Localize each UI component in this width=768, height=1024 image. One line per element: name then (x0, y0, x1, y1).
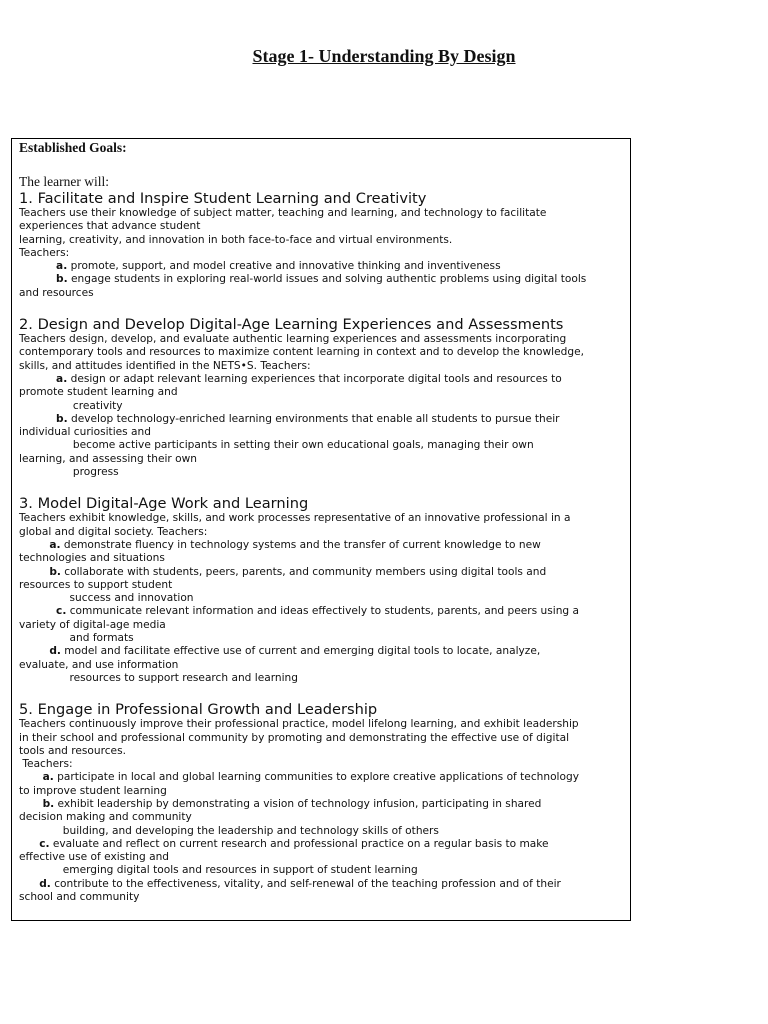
body-text-line: to improve student learning (19, 784, 167, 797)
list-item (19, 413, 622, 426)
list-indent (19, 878, 39, 890)
section-title: 3. Model Digital-Age Work and Learning (19, 495, 309, 513)
body-text-line: progress (19, 466, 119, 479)
body-text-line: become active participants in setting their own educational goals, managing their own (19, 439, 534, 452)
list-indent (19, 838, 39, 850)
list-item (19, 645, 622, 658)
body-text-line: Teachers continuously improve their professional practice, model lifelong learning, and exhibit leadership (19, 718, 579, 731)
learner-will-line: The learner will: (19, 174, 109, 189)
list-item (19, 273, 622, 286)
list-indent (19, 539, 49, 551)
section-title: 1. Facilitate and Inspire Student Learning and Creativity (19, 190, 427, 207)
list-indent (19, 373, 56, 385)
list-item-text: develop technology-enriched learning environments that enable all students to pursue their (67, 412, 560, 425)
list-marker: d. (39, 877, 51, 890)
body-text-line: contemporary tools and resources to maximize content learning in context and to develop the knowledge, (19, 346, 584, 359)
goal-section (19, 495, 622, 685)
section-title: 2. Design and Develop Digital-Age Learning Experiences and Assessments (19, 316, 564, 334)
list-marker: b. (56, 412, 68, 425)
body-text-line: tools and resources. (19, 744, 126, 757)
list-marker: a. (42, 771, 54, 784)
list-item-text: model and facilitate effective use of current and emerging digital tools to locate, analyze, (60, 645, 541, 658)
body-text-line: and formats (19, 632, 134, 645)
body-text-line: resources to support student (19, 578, 173, 591)
list-indent (19, 566, 49, 578)
list-marker: c. (39, 837, 50, 850)
list-item-text: evaluate and reflect on current research and professional practice on a regular basis to make (49, 837, 549, 850)
body-text-line: resources to support research and learning (19, 671, 298, 684)
goal-section (19, 190, 622, 300)
body-text-line: building, and developing the leadership and technology skills of others (19, 824, 439, 837)
list-item (19, 539, 622, 552)
list-indent (19, 605, 56, 617)
list-item-text: participate in local and global learning communities to explore creative applications of technology (53, 771, 579, 784)
list-item (19, 566, 622, 579)
body-text-line: creativity (19, 399, 123, 412)
body-text-line: promote student learning and (19, 386, 178, 399)
body-text-line: experiences that advance student (19, 220, 201, 233)
body-text-line: learning, and assessing their own (19, 452, 197, 465)
established-goals-label: Established Goals: (19, 140, 127, 155)
established-goals-box (11, 138, 631, 921)
list-indent (19, 260, 56, 272)
body-text-line: skills, and attitudes identified in the NETS•S. Teachers: (19, 359, 311, 372)
body-text-line: Teachers design, develop, and evaluate authentic learning experiences and assessments incorporating (19, 333, 567, 346)
section-title: 5. Engage in Professional Growth and Leadership (19, 701, 378, 719)
body-text-line: effective use of existing and (19, 851, 170, 864)
list-indent (19, 771, 43, 783)
list-indent (19, 645, 49, 657)
list-item-text: exhibit leadership by demonstrating a vision of technology infusion, participating in shared (54, 797, 542, 810)
body-text-line: individual curiosities and (19, 426, 151, 439)
body-text-line: and resources (19, 286, 94, 299)
list-marker: b. (56, 273, 68, 286)
list-marker: a. (56, 372, 68, 385)
list-item (19, 838, 622, 851)
body-text-line: technologies and situations (19, 552, 165, 565)
goal-section (19, 316, 622, 479)
list-marker: b. (42, 797, 55, 810)
list-item (19, 798, 622, 811)
body-text-line: evaluate, and use information (19, 658, 179, 671)
list-item-text: contribute to the effectiveness, vitality, and self-renewal of the teaching profession and of their (50, 877, 561, 890)
list-marker: c. (56, 605, 67, 618)
body-text-line: global and digital society. Teachers: (19, 525, 208, 538)
body-text-line: school and community (19, 891, 140, 904)
list-indent (19, 413, 56, 425)
list-indent (19, 798, 43, 810)
list-marker: a. (49, 538, 61, 551)
list-marker: a. (56, 260, 68, 273)
list-item-text: demonstrate fluency in technology systems and the transfer of current knowledge to new (60, 538, 541, 551)
list-item-text: engage students in exploring real-world issues and solving authentic problems using digital tools (67, 273, 587, 286)
body-text-line: Teachers: (19, 246, 70, 259)
body-text-line: in their school and professional community by promoting and demonstrating the effective use of digital (19, 731, 570, 744)
page-title: Stage 1- Understanding By Design (252, 46, 516, 66)
body-text-line: decision making and community (19, 811, 192, 824)
body-text-line: emerging digital tools and resources in support of student learning (19, 864, 418, 877)
list-marker: b. (49, 565, 61, 578)
list-indent (19, 273, 56, 285)
list-item-text: design or adapt relevant learning experiences that incorporate digital tools and resources to (67, 372, 562, 385)
list-item (19, 771, 622, 784)
goal-sections (19, 190, 622, 904)
list-item (19, 605, 622, 618)
goal-section (19, 701, 622, 904)
body-text-line: Teachers exhibit knowledge, skills, and work processes representative of an innovative professional in a (19, 512, 571, 525)
list-item (19, 878, 622, 891)
list-item (19, 373, 622, 386)
body-text-line: learning, creativity, and innovation in both face-to-face and virtual environments. (19, 233, 453, 246)
list-item-text: communicate relevant information and ideas effectively to students, parents, and peers using a (66, 605, 579, 618)
body-text-line: Teachers use their knowledge of subject matter, teaching and learning, and technology to facilitate (19, 207, 547, 219)
list-item (19, 260, 622, 273)
list-item-text: collaborate with students, peers, parents, and community members using digital tools and (60, 565, 547, 578)
body-text-line: success and innovation (19, 592, 194, 605)
body-text-line: variety of digital-age media (19, 618, 166, 631)
list-marker: d. (49, 645, 61, 658)
body-text-line: Teachers: (19, 758, 73, 771)
list-item-text: promote, support, and model creative and innovative thinking and inventiveness (67, 260, 501, 273)
